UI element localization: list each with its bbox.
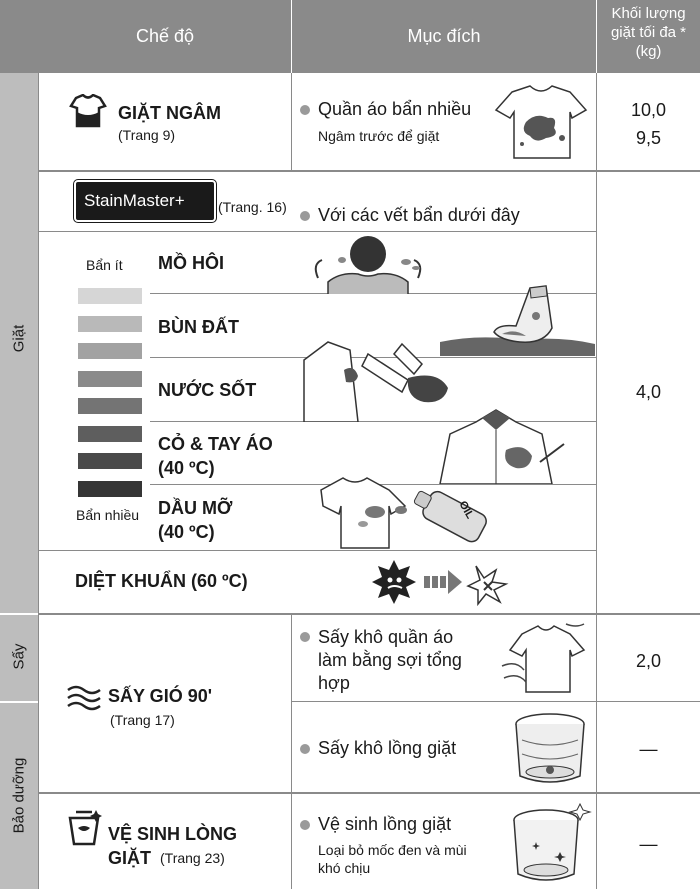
stainmaster-logo-text: StainMaster+ [84, 191, 185, 210]
tub-clean-purpose-main: Vệ sinh lồng giặt [318, 814, 452, 834]
air-dry-page: (Trang 17) [110, 712, 175, 728]
soak-page: (Trang 9) [118, 127, 176, 143]
dirt-level-swatch [78, 316, 142, 332]
grid-line [596, 0, 597, 73]
dirt-level-swatch [78, 481, 142, 497]
tub-clean-purpose [300, 814, 451, 835]
air-dry-title: SẤY GIÓ 90' [108, 686, 212, 706]
tub-clean-page: (Trang 23) [160, 850, 225, 866]
dirt-level-swatch [78, 453, 142, 469]
air-dry-purpose-1-text: Sấy khô quần áo làm bằng sợi tổng hợp [318, 627, 462, 693]
air-dry-load-2: — [639, 739, 658, 759]
tub-clean-icon [64, 808, 104, 848]
soak-purpose-main: Quần áo bẩn nhiều [318, 99, 472, 119]
sterilize-title: DIỆT KHUẨN (60 ºC) [75, 571, 248, 591]
dirt-level-swatch [78, 288, 142, 304]
row-divider [38, 231, 596, 232]
soak-title: GIẶT NGÂM [118, 103, 221, 123]
air-dry-load-1: 2,0 [635, 651, 662, 671]
dirt-level-swatch [78, 343, 142, 359]
bullet-icon [300, 105, 310, 115]
stainmaster-page: (Trang. 16) [218, 199, 287, 215]
grid-line [38, 0, 39, 889]
drying-tub-illustration [508, 706, 592, 790]
sidebar-divider [0, 613, 38, 615]
bullet-icon [300, 744, 310, 754]
row-divider [38, 792, 700, 794]
side-label-dry: Sấy [10, 643, 28, 670]
stainmaster-purpose [300, 205, 520, 226]
stain-sauce-label: NƯỚC SỐT [158, 380, 257, 400]
sidebar-divider [0, 701, 38, 703]
tub-clean-purpose-sub: Loại bỏ mốc đen và mùi khó chịu [318, 842, 467, 876]
side-label-wash: Giặt [10, 324, 28, 353]
header-max-load: Khối lượng giặt tối đa * (kg) [610, 5, 687, 60]
clean-tub-illustration [506, 798, 594, 886]
air-dry-wave-icon [66, 684, 104, 712]
bullet-icon [300, 211, 310, 221]
tub-clean-title-2: GIẶT [108, 848, 151, 868]
air-dry-purpose-1 [300, 626, 462, 695]
less-dirty-label: Bẩn ít [86, 257, 123, 273]
dirty-tshirt-illustration [492, 82, 590, 162]
grid-line [291, 73, 292, 170]
bullet-icon [300, 632, 310, 642]
oil-shirt-illustration [305, 470, 505, 550]
sweat-person-illustration [300, 234, 450, 294]
grid-line [291, 0, 292, 73]
side-label-maintenance: Bảo dưỡng [10, 757, 28, 834]
stainmaster-load: 4,0 [635, 382, 662, 402]
soak-purpose-sub: Ngâm trước để giặt [318, 128, 440, 144]
dirt-level-swatch [78, 371, 142, 387]
tub-clean-title-1: VỆ SINH LÒNG [108, 824, 238, 844]
soak-load-1: 10,0 [630, 100, 667, 120]
air-dry-purpose-2 [300, 738, 456, 759]
germ-kill-illustration [372, 556, 522, 608]
row-divider [291, 701, 700, 702]
stain-sweat-label: MỒ HÔI [158, 253, 224, 273]
dirt-level-swatch [78, 426, 142, 442]
stain-oil-label: DẦU MỠ (40 ºC) [158, 498, 233, 542]
row-divider [38, 550, 596, 551]
row-divider [38, 170, 700, 172]
air-dry-purpose-2-text: Sấy khô lồng giặt [318, 738, 457, 758]
dirt-level-swatch [78, 398, 142, 414]
stainmaster-purpose-main: Với các vết bẩn dưới đây [318, 205, 520, 225]
stain-mud-label: BÙN ĐẤT [158, 317, 239, 337]
soak-load-2: 9,5 [635, 128, 662, 148]
row-divider [38, 613, 700, 615]
header-mode: Chế độ [135, 26, 195, 46]
stain-grass-collar-label: CỎ & TAY ÁO (40 ºC) [158, 434, 273, 478]
muddy-sock-illustration [440, 284, 595, 356]
drying-tshirt-illustration [500, 620, 590, 698]
tub-clean-load: — [639, 834, 658, 854]
header-purpose: Mục đích [407, 26, 481, 46]
soak-purpose [300, 99, 471, 120]
grid-line [291, 613, 292, 889]
oil-bottle-label: OIL [456, 499, 476, 521]
bullet-icon [300, 820, 310, 830]
shirt-soak-icon [68, 94, 108, 128]
stainmaster-logo [74, 180, 216, 222]
more-dirty-label: Bẩn nhiều [76, 507, 140, 523]
